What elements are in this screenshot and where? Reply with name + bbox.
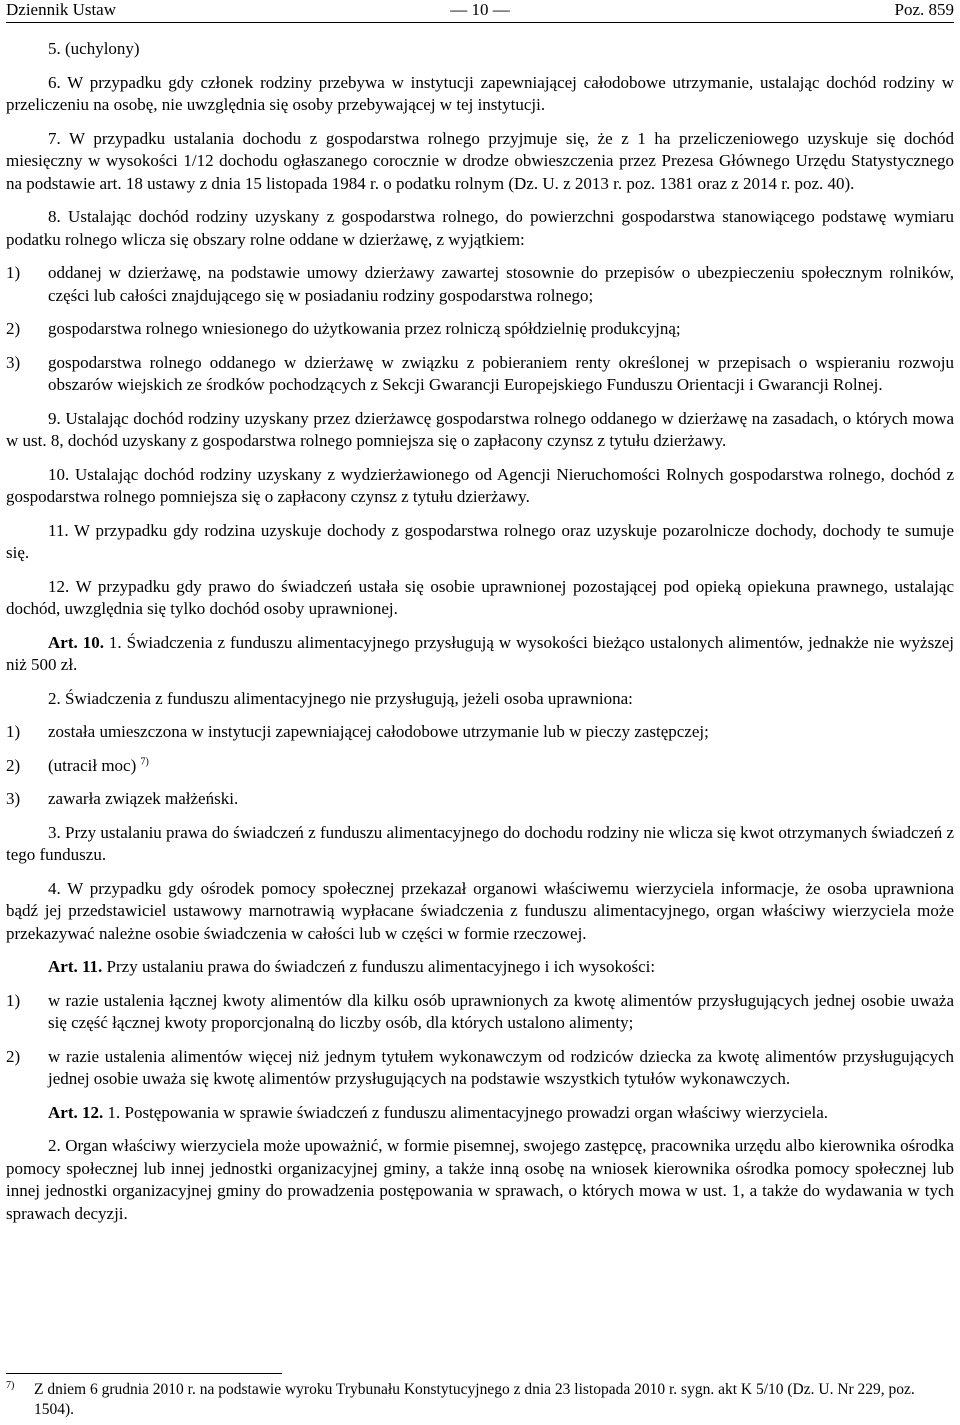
- journal-name: Dziennik Ustaw: [6, 0, 117, 19]
- item-text: gospodarstwa rolnego wniesionego do użytkowania przez rolniczą spółdzielnię produkcyjną;: [48, 319, 681, 338]
- item-text: w razie ustalenia alimentów więcej niż jednym tytułem wykonawczym od rodziców dziecka za kwotę alimentów przysługujących jednej osobie uważa się kwotę alimentów przysługujących na podstawie wszystkich tytułów wykonawczych.: [48, 1046, 954, 1088]
- list-item: [6, 755, 954, 778]
- item-text: w razie ustalenia łącznej kwoty alimentów dla kilku osób uprawnionych za kwotę alimentów przysługujących jednej osobie uważa się część łącznej kwoty proporcjonalną do liczby osób, dla których ustalono alimenty;: [48, 990, 954, 1032]
- item-number: 1): [6, 990, 21, 1010]
- article-label: Art. 12.: [48, 1102, 104, 1122]
- list-item: [6, 262, 954, 307]
- paragraph-12: 12. W przypadku gdy prawo do świadczeń ustała się osobie uprawnionej pozostającej pod opieką opiekuna prawnego, ustalając dochód, uwzględnia się tylko dochód osoby uprawnionej.: [6, 576, 954, 618]
- footnote-text: Z dniem 6 grudnia 2010 r. na podstawie wyroku Trybunału Konstytucyjnego z dnia 23 listopada 2010 r. sygn. akt K 5/10 (Dz. U. Nr 229, poz. 1504).: [34, 1381, 915, 1418]
- footnote-number: 7): [6, 1380, 15, 1391]
- paragraph-10: 10. Ustalając dochód rodziny uzyskany z wydzierżawionego od Agencji Nieruchomości Rolnych gospodarstwa rolnego, dochód z gospodarstwa rolnego pomniejsza się o zapłacony czynsz z tytułu dzierżawy.: [6, 464, 954, 506]
- article-label: Art. 10.: [48, 632, 104, 652]
- item-text: została umieszczona w instytucji zapewniającej całodobowe utrzymanie lub w pieczy zastępczej;: [48, 722, 709, 741]
- paragraph-9: 9. Ustalając dochód rodziny uzyskany przez dzierżawcę gospodarstwa rolnego oddanego w dzierżawę na zasadach, o których mowa w ust. 8, dochód uzyskany z gospodarstwa rolnego pomniejsza się o zapłacony czynsz z tytułu dzierżawy.: [6, 408, 954, 450]
- list-item: [6, 721, 954, 744]
- list-item: [6, 352, 954, 397]
- article-12-paragraph-2: 2. Organ właściwy wierzyciela może upoważnić, w formie pisemnej, swojego zastępcę, pracownika urzędu albo kierownika ośrodka pomocy społecznej lub innej jednostki organizacyjnej gminy, a także inną osobę na wniosek kierownika ośrodka pomocy społecznej lub innej jednostki organizacyjnej gminy do prowadzenia postępowania w sprawach, o których mowa w ust. 1, a także do wydawania w tych sprawach decyzji.: [6, 1136, 954, 1223]
- page-header: [6, 0, 954, 23]
- position-number: Poz. 859: [894, 0, 954, 19]
- item-number: 1): [6, 263, 21, 282]
- item-number: 1): [6, 722, 21, 741]
- paragraph-5: 5. (uchylony): [48, 39, 140, 58]
- paragraph-6: 6. W przypadku gdy członek rodziny przebywa w instytucji zapewniającej całodobowe utrzymanie, ustalając dochód rodziny w przeliczeniu na osobę, nie uwzględnia się osoby przebywającej w tej instytucji.: [6, 72, 954, 114]
- paragraph-11: 11. W przypadku gdy rodzina uzyskuje dochody z gospodarstwa rolnego oraz uzyskuje pozarolnicze dochody, dochody te sumuje się.: [6, 520, 954, 562]
- list-item: [6, 788, 954, 811]
- footnote-reference: 7): [140, 755, 149, 767]
- article-text: Przy ustalaniu prawa do świadczeń z funduszu alimentacyjnego i ich wysokości:: [106, 957, 656, 976]
- item-text: oddanej w dzierżawę, na podstawie umowy dzierżawy zawartej stosownie do przepisów o ubezpieczeniu społecznym rolników, części lub całości znajdującego się w posiadaniu rodziny gospodarstwa rolnego;: [48, 263, 954, 305]
- item-number: 2): [6, 319, 21, 338]
- item-number: 2): [6, 1046, 21, 1066]
- page-number: — 10 —: [450, 0, 510, 19]
- article-11-intro: [6, 956, 954, 979]
- document-body: [6, 38, 954, 1236]
- item-number: 3): [6, 789, 21, 808]
- list-item: [6, 318, 954, 341]
- footnote-divider: [6, 1373, 282, 1374]
- list-item: [6, 990, 954, 1035]
- article-12-paragraph-1: [6, 1102, 954, 1125]
- footnote: [6, 1380, 954, 1420]
- list-item: [6, 1046, 954, 1091]
- item-text: (utracił moc): [48, 755, 137, 775]
- article-10-paragraph-4: 4. W przypadku gdy ośrodek pomocy społecznej przekazał organowi właściwemu wierzyciela informacje, że osoba uprawniona bądź jej przedstawiciel ustawowy marnotrawią wypłacane świadczenia z funduszu alimentacyjnego, organ właściwy wierzyciela może przekazywać należne osobie świadczenia w całości lub w części w formie rzeczowej.: [6, 878, 954, 943]
- article-text: 1. Świadczenia z funduszu alimentacyjnego przysługują w wysokości bieżąco ustalonych alimentów, jednakże nie wyższej niż 500 zł.: [6, 632, 955, 674]
- paragraph-8: 8. Ustalając dochód rodziny uzyskany z gospodarstwa rolnego, do powierzchni gospodarstwa stanowiącego podstawę wymiaru podatku rolnego wlicza się obszary rolne oddane w dzierżawę, z wyjątkiem:: [6, 207, 954, 249]
- item-text: gospodarstwa rolnego oddanego w dzierżawę w związku z pobieraniem renty określonej w przepisach o wspieraniu rozwoju obszarów wiejskich ze środków pochodzących z Sekcji Gwarancji Europejskiego Funduszu Orientacji i Gwarancji Rolnej.: [48, 352, 954, 394]
- article-label: Art. 11.: [48, 957, 103, 976]
- article-10-paragraph-3: 3. Przy ustalaniu prawa do świadczeń z funduszu alimentacyjnego do dochodu rodziny nie wlicza się kwot otrzymanych świadczeń z tego funduszu.: [6, 822, 954, 864]
- item-number: 3): [6, 352, 21, 372]
- item-number: 2): [6, 755, 21, 775]
- paragraph-7: 7. W przypadku ustalania dochodu z gospodarstwa rolnego przyjmuje się, że z 1 ha przeliczeniowego uzyskuje się dochód miesięczny w wysokości 1/12 dochodu ogłaszanego corocznie w drodze obwieszczenia przez Prezesa Głównego Urzędu Statystycznego na podstawie art. 18 ustawy z dnia 15 listopada 1984 r. o podatku rolnym (Dz. U. z 2013 r. poz. 1381 oraz z 2014 r. poz. 40).: [6, 128, 954, 193]
- article-text: 1. Postępowania w sprawie świadczeń z funduszu alimentacyjnego prowadzi organ właściwy wierzyciela.: [107, 1102, 829, 1122]
- item-text: zawarła związek małżeński.: [48, 789, 239, 808]
- article-10-paragraph-1: [6, 632, 954, 677]
- article-10-paragraph-2: 2. Świadczenia z funduszu alimentacyjnego nie przysługują, jeżeli osoba uprawniona:: [48, 688, 633, 708]
